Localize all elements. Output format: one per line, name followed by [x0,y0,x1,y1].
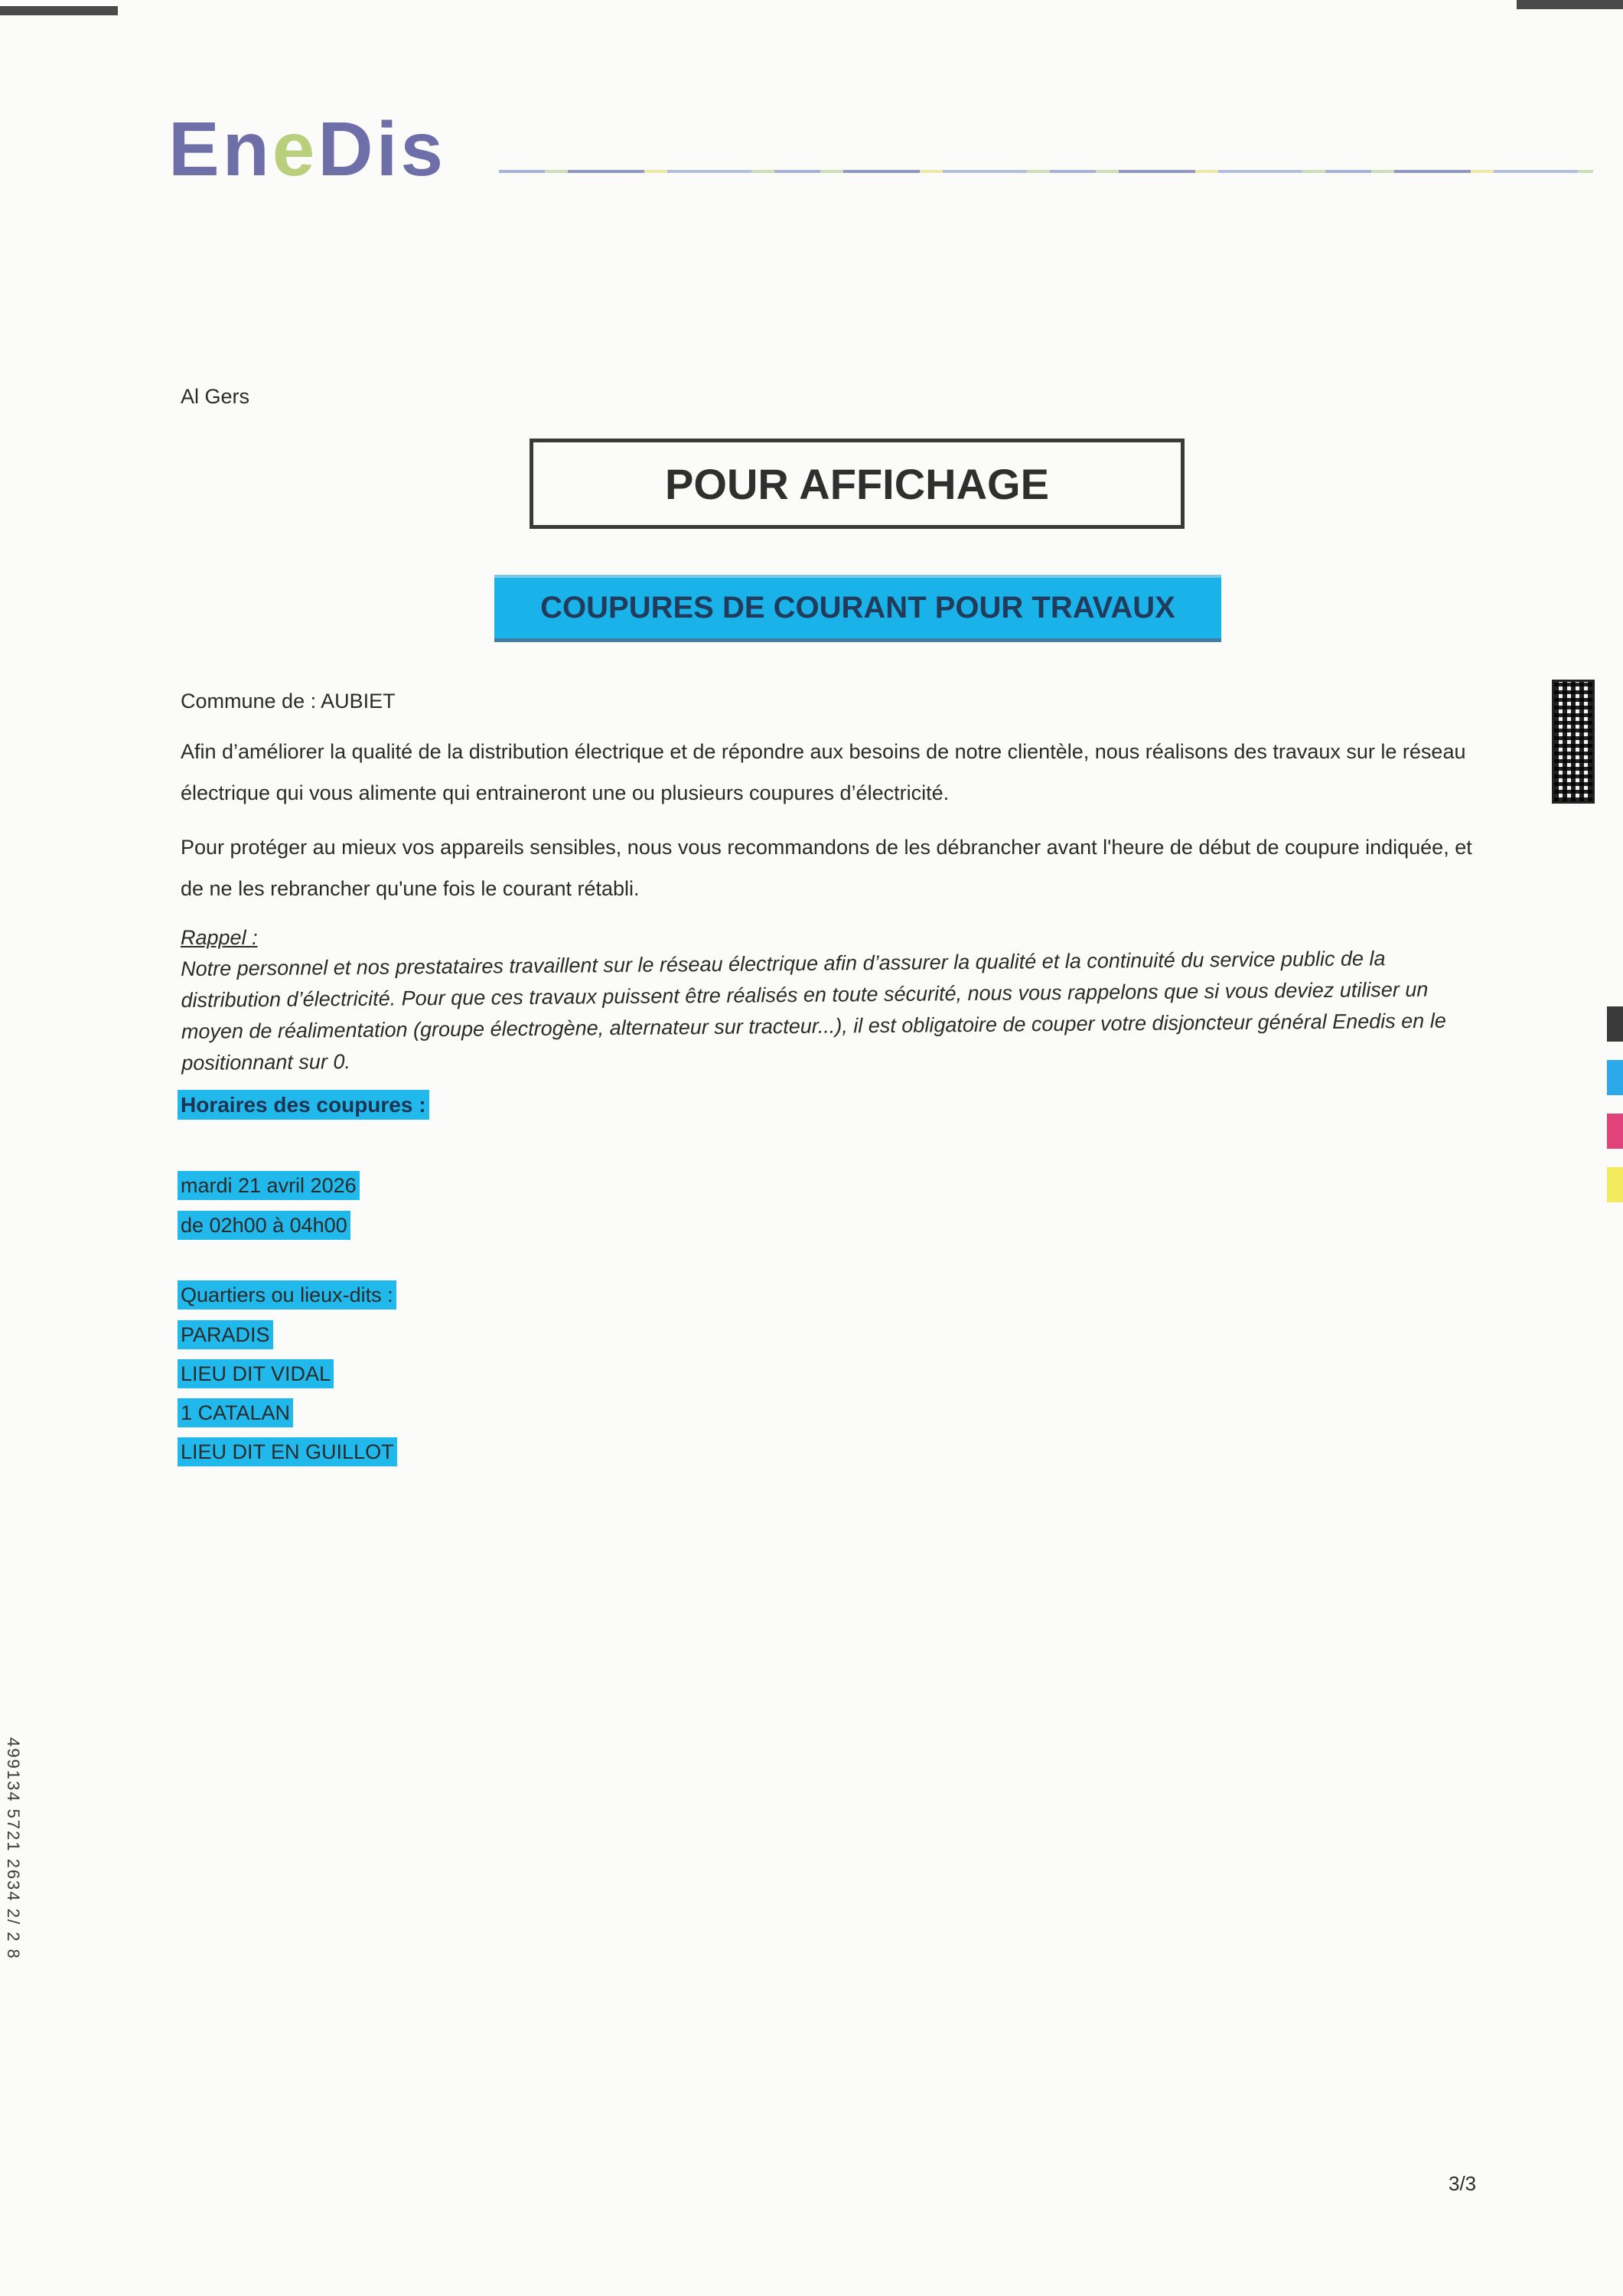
registration-mark [1607,1167,1623,1202]
recipient: Al Gers [181,385,250,408]
page-number: 3/3 [1449,2172,1477,2195]
schedule-date: mardi 21 avril 2026 [178,1166,360,1205]
enedis-logo: EneDis [168,106,447,192]
protect-paragraph: Pour protéger au mieux vos appareils sensibles, nous vous recommandons de les débrancher avant l'heure de début de coupure indiquée, et de ne les rebrancher qu'une fois le courant rétabli. [181,836,1472,900]
location-item: 1 CATALAN [178,1401,293,1425]
side-code: 499134 5721 2634 2/ 2 8 [4,1737,23,1960]
rappel-label: Rappel [181,926,246,949]
affichage-title: POUR AFFICHAGE [665,459,1049,508]
schedule-time: de 02h00 à 04h00 [178,1206,350,1245]
location-item: LIEU DIT VIDAL [178,1362,334,1386]
scan-corner-mark [1517,0,1623,9]
datamatrix-code [1552,680,1595,804]
location-item: LIEU DIT EN GUILLOT [178,1440,397,1464]
registration-mark [1607,1006,1623,1042]
registration-mark [1607,1114,1623,1149]
rappel-heading [181,926,258,950]
rappel-colon: : [246,926,258,949]
schedule-heading: Horaires des coupures : [178,1093,429,1117]
scan-corner-mark [0,6,118,15]
commune-line: Commune de : AUBIET [181,690,396,713]
registration-mark [1607,1060,1623,1095]
main-title-banner [494,575,1221,642]
location-item: PARADIS [178,1323,273,1347]
locations-heading: Quartiers ou lieux-dits : [178,1283,396,1307]
rappel-text: Notre personnel et nos prestataires travaillent sur le réseau électrique afin d’assurer la qualité et la continuité du service public de la distribution d’électricité. Pour que ces travaux puissent être réalisés en toute sécurité, nous vous rappelons que si vous deviez utiliser un moyen de réalimentation (groupe électrogène, alternateur sur tracteur...), il est obligatoire de couper votre disjoncteur général Enedis en le positionnant sur 0. [181,947,1446,1075]
header-divider [499,170,1593,173]
affichage-box [530,439,1185,529]
intro-paragraph: Afin d’améliorer la qualité de la distribution électrique et de répondre aux besoins de notre clientèle, nous réalisons des travaux sur le réseau électrique qui vous alimente qui entraineront une ou plusieurs coupures d’électricité. [181,740,1466,804]
main-title: COUPURES DE COURANT POUR TRAVAUX [540,591,1175,625]
